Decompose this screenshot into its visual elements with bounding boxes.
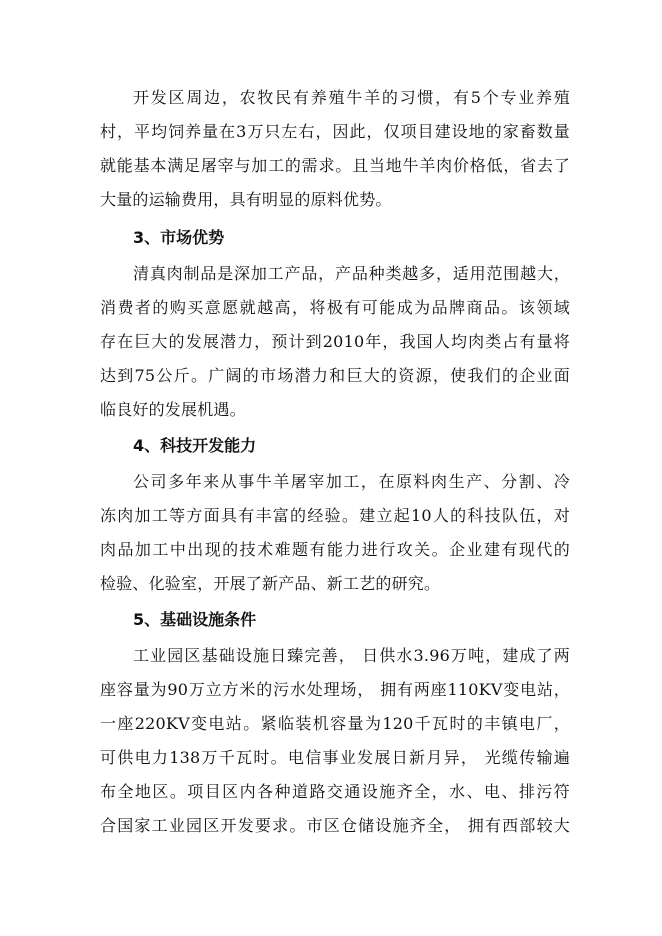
paragraph-1-line-3: 就能基本满足屠宰与加工的需求。且当地牛羊肉价格低，省去了 bbox=[100, 156, 570, 175]
paragraph-3-line-2: 冻肉加工等方面具有丰富的经验。建立起10人的科技队伍，对 bbox=[100, 506, 570, 525]
paragraph-1-line-1: 开发区周边，农牧民有养殖牛羊的习惯，有5个专业养殖 bbox=[133, 88, 570, 107]
paragraph-3-line-3: 肉品加工中出现的技术难题有能力进行攻关。企业建有现代的 bbox=[100, 540, 570, 559]
paragraph-4-line-6: 合国家工业园区开发要求。市区仓储设施齐全， 拥有西部较大 bbox=[100, 816, 570, 835]
paragraph-3-line-4: 检验、化验室，开展了新产品、新工艺的研究。 bbox=[100, 574, 441, 593]
paragraph-4-line-1: 工业园区基础设施日臻完善， 日供水3.96万吨，建成了两 bbox=[133, 646, 570, 665]
paragraph-4-line-2: 座容量为90万立方米的污水处理场， 拥有两座110KV变电站， bbox=[100, 680, 570, 699]
paragraph-1-line-4: 大量的运输费用，具有明显的原料优势。 bbox=[100, 190, 392, 209]
paragraph-2-line-3: 存在巨大的发展潜力，预计到2010年，我国人均肉类占有量将 bbox=[100, 332, 570, 351]
section-heading-tech-capability: 4、科技开发能力 bbox=[133, 436, 257, 455]
paragraph-2-line-4: 达到75公斤。广阔的市场潜力和巨大的资源，使我们的企业面 bbox=[100, 366, 570, 385]
paragraph-2-line-5: 临良好的发展机遇。 bbox=[100, 400, 246, 419]
paragraph-4-line-4: 可供电力138万千瓦时。电信事业发展日新月异， 光缆传输遍 bbox=[100, 748, 570, 767]
paragraph-4-line-3: 一座220KV变电站。紧临装机容量为120千瓦时的丰镇电厂， bbox=[100, 714, 570, 733]
section-heading-market-advantage: 3、市场优势 bbox=[133, 228, 225, 247]
paragraph-4-line-5: 布全地区。项目区内各种道路交通设施齐全，水、电、排污符 bbox=[100, 782, 570, 801]
section-heading-infrastructure: 5、基础设施条件 bbox=[133, 610, 257, 629]
paragraph-3-line-1: 公司多年来从事牛羊屠宰加工，在原料肉生产、分割、冷 bbox=[133, 472, 570, 491]
paragraph-2-line-1: 清真肉制品是深加工产品，产品种类越多，适用范围越大， bbox=[133, 264, 570, 283]
paragraph-1-line-2: 村，平均饲养量在3万只左右，因此，仅项目建设地的家畜数量 bbox=[100, 122, 570, 141]
paragraph-2-line-2: 消费者的购买意愿就越高，将极有可能成为品牌商品。该领域 bbox=[100, 298, 570, 317]
